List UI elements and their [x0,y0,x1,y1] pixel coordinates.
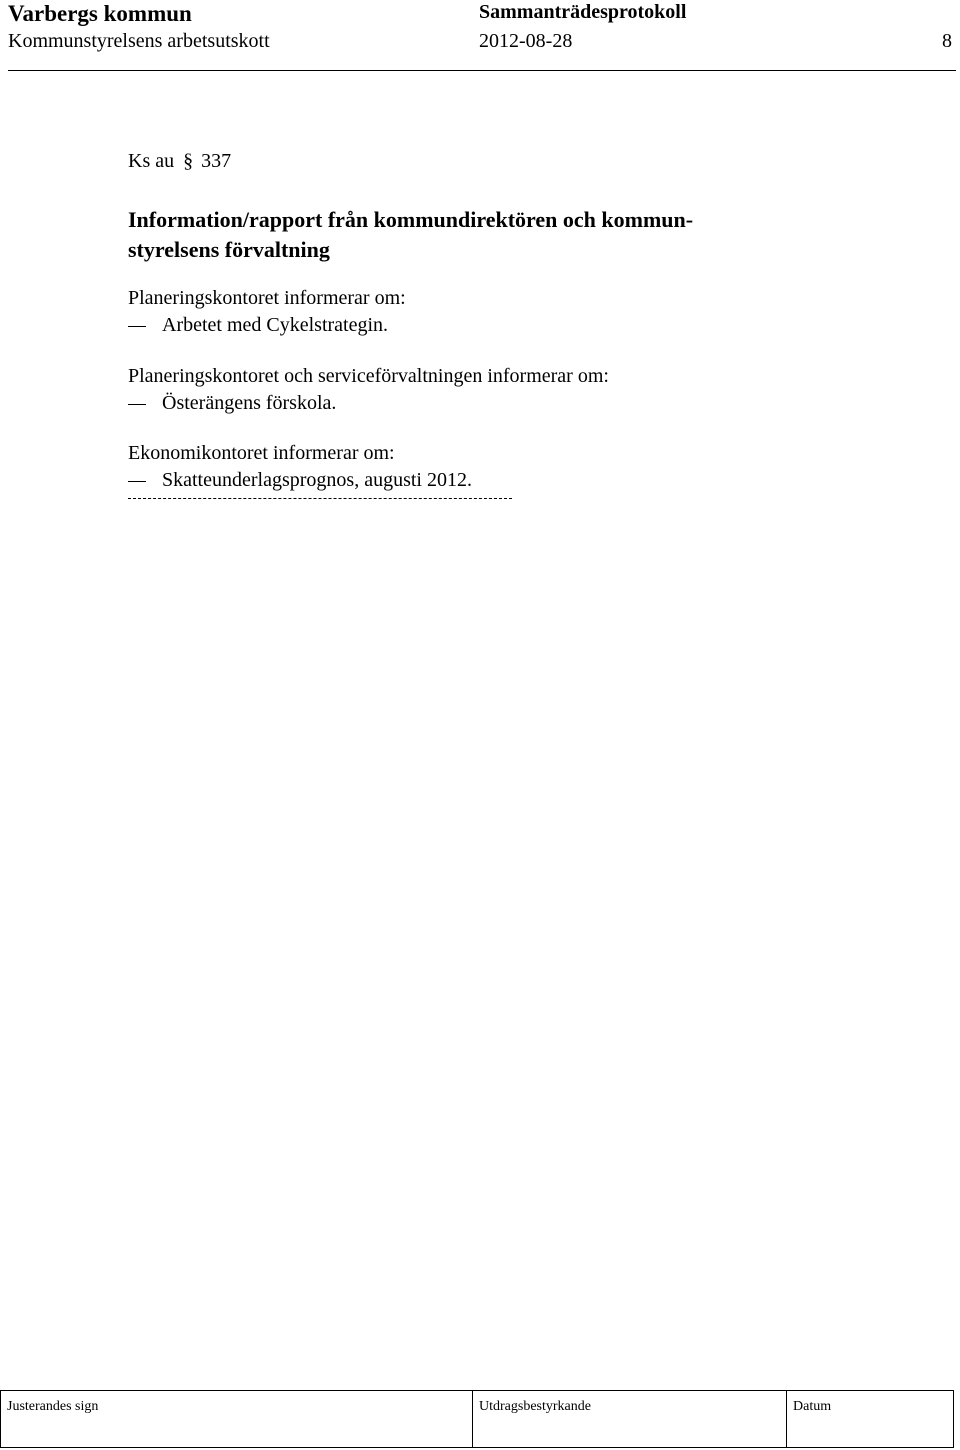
paragraph-end-line [128,498,512,499]
header-divider [8,70,956,71]
page-number: 8 [942,30,952,52]
list-item-text: Österängens förskola. [162,392,337,414]
footer-label-signature: Justerandes sign [7,1399,99,1414]
dash-bullet [128,326,146,327]
paragraph-title [128,205,828,265]
footer-label-date: Datum [793,1399,832,1414]
list-item-text: Arbetet med Cykelstrategin. [162,314,389,336]
committee-name: Kommunstyrelsens arbetsutskott [8,30,270,52]
section-intro: Planeringskontoret informerar om: [128,287,406,309]
paragraph-reference [128,151,231,171]
footer-label-certification: Utdragsbestyrkande [479,1399,591,1414]
meeting-date: 2012-08-28 [479,30,573,52]
footer-certification-cell [473,1391,787,1447]
page-header [0,0,960,72]
footer-date-cell [787,1391,953,1447]
dash-bullet [128,481,146,482]
document-type: Sammanträdesprotokoll [479,1,687,23]
organization-name: Varbergs kommun [8,1,192,26]
paragraph-prefix: Ks au [128,150,175,172]
list-item-text: Skatteunderlagsprognos, augusti 2012. [162,469,472,491]
section-intro: Planeringskontoret och serviceförvaltningen informerar om: [128,365,609,387]
footer-signature-cell [1,1391,473,1447]
page-footer [0,1390,954,1448]
title-line-2: styrelsens förvaltning [128,237,330,262]
dash-bullet [128,404,146,405]
title-line-1: Information/rapport från kommundirektören och kommun- [128,207,694,232]
paragraph-number: 337 [201,150,232,172]
section-intro: Ekonomikontoret informerar om: [128,442,395,464]
section-symbol: § [183,150,194,172]
